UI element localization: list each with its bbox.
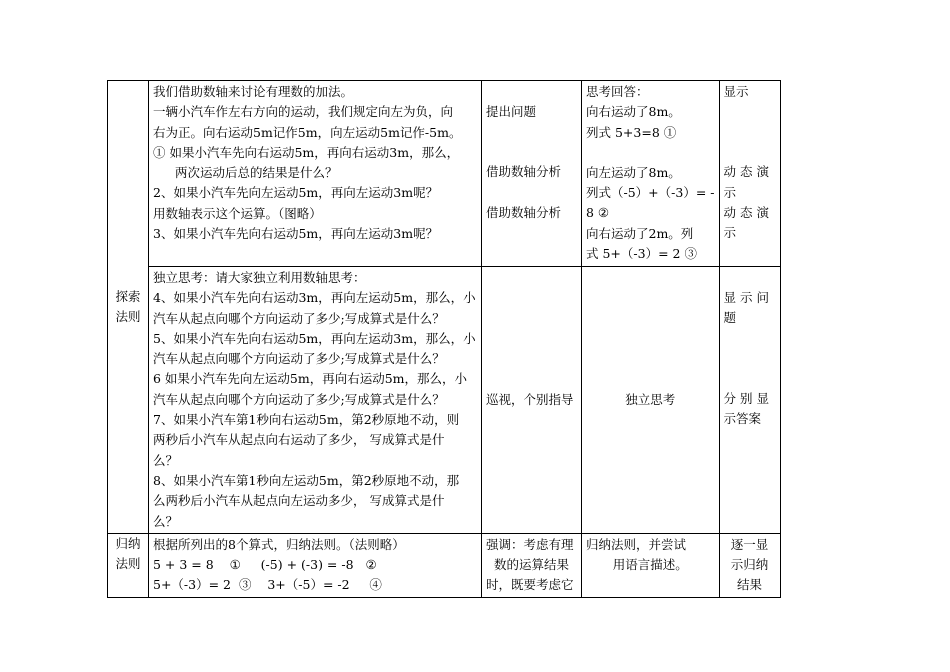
content-line: ① 如果小汽车先向右运动5m，再向右运动3m，那么，: [153, 144, 460, 160]
content-line: 5 + 3 = 8 ① (-5) + (-3) = -8 ②: [153, 557, 377, 573]
content-line: 7、如果小汽车第1秒向右运动5m，第2秒原地不动，则: [153, 412, 460, 428]
content-line: 4、如果小汽车先向右运动3m，再向左运动5m，那么，小: [153, 290, 476, 306]
content-line: 一辆小汽车作左右方向的运动，我们规定向左为负，向: [153, 104, 454, 120]
content-line: 么两秒后小汽车从起点向左运动多少， 写成算式是什: [153, 493, 445, 509]
teacher-line: 巡视，个别指导: [486, 391, 574, 407]
student-line: 思考回答：: [586, 84, 649, 99]
media-line: 示归纳: [730, 557, 769, 573]
media-line: 动 态 演: [723, 204, 769, 220]
content-line: 两秒后小汽车从起点向右运动了多少， 写成算式是什: [153, 432, 445, 448]
content-cell: [149, 81, 482, 267]
media-line: 显 示 问: [723, 290, 769, 305]
stage-label-explore: [108, 81, 149, 534]
content-line: 独立思考：请大家独立利用数轴思考：: [153, 270, 366, 285]
teacher-line: 数的运算结果: [493, 557, 569, 573]
media-line: 结果: [736, 577, 762, 593]
student-line: 8 ②: [586, 205, 610, 221]
media-line: 显示: [723, 84, 749, 99]
content-line: 么？: [153, 513, 179, 529]
teacher-line: 借助数轴分析: [486, 164, 562, 180]
student-line: 列式 5+3=8 ①: [586, 124, 677, 140]
student-line: 用语言描述。: [612, 557, 688, 573]
content-line: 两次运动后总的结果是什么？: [175, 165, 338, 181]
lesson-plan-table: [107, 80, 781, 598]
media-line: 分 别 显: [723, 390, 769, 406]
student-cell: [582, 267, 720, 534]
teacher-line: 借助数轴分析: [486, 204, 562, 220]
media-line: 示答案: [723, 410, 762, 426]
student-line: 归纳法则，并尝试: [586, 536, 687, 552]
media-line: 动 态 演: [723, 164, 769, 180]
teacher-line: 强调：考虑有理: [486, 536, 574, 552]
content-line: 用数轴表示这个运算。（图略）: [153, 205, 322, 221]
student-line: 向左运动了8m。: [586, 164, 681, 180]
content-line: 汽车从起点向哪个方向运动了多少;写成算式是什么？: [153, 391, 445, 407]
student-line: 向右运动了2m。列: [586, 225, 694, 241]
student-line: 式 5+（-3）= 2 ③: [586, 246, 697, 262]
table-row: [108, 267, 781, 534]
table-row: [108, 81, 781, 267]
media-line: 逐一显: [730, 536, 769, 552]
content-line: 汽车从起点向哪个方向运动了多少;写成算式是什么？: [153, 310, 445, 326]
content-line: 根据所列出的8个算式，归纳法则。（法则略）: [153, 536, 405, 552]
stage-label-induce: [108, 533, 149, 597]
teacher-cell: [482, 267, 582, 534]
content-line: 右为正。向右运动5m记作5m，向左运动5m记作-5m。: [153, 124, 462, 140]
content-cell: [149, 267, 482, 534]
student-cell: [582, 81, 720, 267]
table-row: [108, 533, 781, 597]
student-cell: [582, 533, 720, 597]
stage-label-text: 归纳法则: [115, 535, 141, 572]
content-line: 8、如果小汽车第1秒向左运动5m，第2秒原地不动，那: [153, 472, 460, 488]
content-line: 5+（-3）= 2 ③ 3+（-5）= -2 ④: [153, 577, 382, 593]
content-line: 我们借助数轴来讨论有理数的加法。: [153, 84, 354, 99]
teacher-line: 提出问题: [486, 104, 537, 119]
student-line: 列式（-5）+（-3）= -: [586, 185, 715, 201]
media-cell: [719, 267, 780, 534]
content-line: 6 如果小汽车先向左运动5m，再向右运动5m，那么，小: [153, 371, 468, 387]
content-line: 汽车从起点向哪个方向运动了多少;写成算式是什么？: [153, 351, 445, 367]
student-line: 独立思考: [625, 391, 676, 407]
teacher-cell: [482, 533, 582, 597]
media-cell: [719, 81, 780, 267]
media-cell: [719, 533, 780, 597]
content-line: 2、如果小汽车先向左运动5m，再向左运动3m呢？: [153, 185, 439, 201]
teacher-cell: [482, 81, 582, 267]
content-line: 么？: [153, 452, 179, 468]
content-line: 3、如果小汽车先向右运动5m，再向左运动3m呢？: [153, 226, 439, 242]
media-line: 示: [723, 184, 737, 200]
stage-label-text: 探索法则: [115, 288, 141, 324]
media-line: 题: [723, 310, 737, 326]
media-line: 示: [723, 225, 737, 241]
content-cell: [149, 533, 482, 597]
content-line: 5、如果小汽车先向右运动5m，再向左运动3m，那么，小: [153, 330, 476, 346]
teacher-line: 时，既要考虑它: [486, 577, 574, 593]
student-line: 向右运动了8m。: [586, 104, 681, 120]
